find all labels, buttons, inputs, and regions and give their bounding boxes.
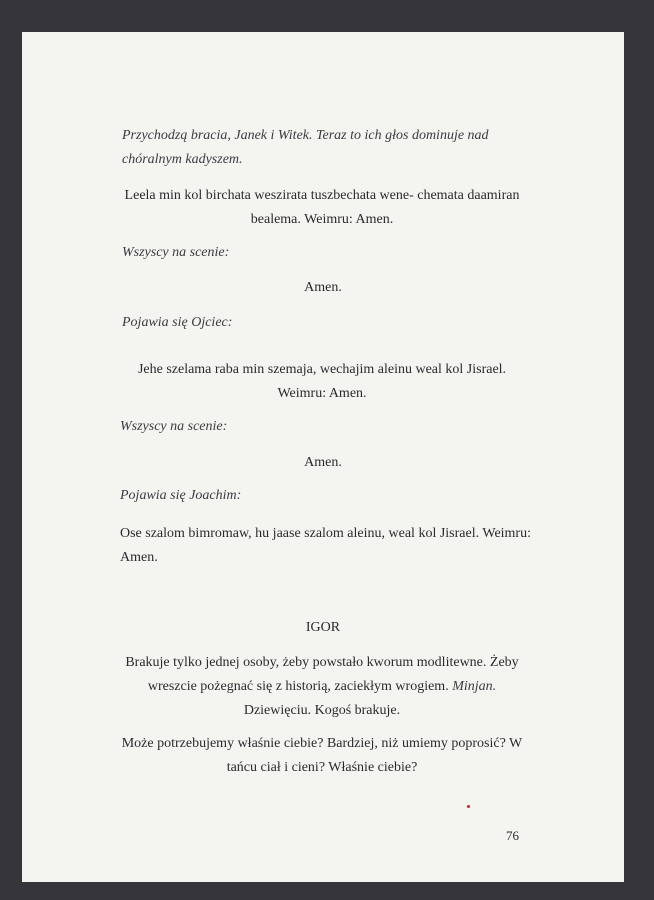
stage-direction-all: Wszyscy na scenie: [122, 245, 230, 260]
response-amen: Amen. [304, 455, 342, 470]
text-run: wreszcie pożegnać się z historią, zaciekłym wrogiem. [147, 679, 453, 694]
igor-speech-2 [72, 732, 572, 780]
text-line: bealema. Weimru: Amen. [250, 212, 394, 227]
text-line: Amen. [120, 550, 158, 565]
text-line: Weimru: Amen. [277, 386, 367, 401]
text-line: tańcu ciał i cieni? Właśnie ciebie? [226, 760, 418, 775]
speaker-name: IGOR [305, 620, 341, 635]
stage-direction-joachim: Pojawia się Joachim: [120, 488, 242, 503]
text-line: Brakuje tylko jednej osoby, żeby powstało kworum modlitewne. Żeby [125, 655, 519, 670]
document-page [22, 32, 624, 882]
igor-speech-1 [72, 651, 572, 723]
kaddish-verse-2 [72, 358, 572, 406]
text-line: Ose szalom bimromaw, hu jaase szalom aleinu, weal kol Jisrael. Weimru: [120, 526, 531, 541]
ink-speck [467, 805, 470, 808]
stage-direction-all: Wszyscy na scenie: [120, 419, 228, 434]
stage-direction-father: Pojawia się Ojciec: [122, 315, 233, 330]
text-line: Leela min kol birchata weszirata tuszbechata wene- chemata daamiran [124, 188, 520, 203]
text-line: Może potrzebujemy właśnie ciebie? Bardziej, niż umiemy poprosić? W [121, 736, 523, 751]
italic-term: Minjan. [452, 679, 497, 694]
kaddish-verse-1 [82, 184, 562, 232]
text-line [72, 675, 572, 699]
page-number: 76 [506, 828, 519, 843]
text-line: Jehe szelama raba min szemaja, wechajim aleinu weal kol Jisrael. [137, 362, 507, 377]
text-line: Dziewięciu. Kogoś brakuje. [243, 703, 401, 718]
text-line: chóralnym kadyszem. [122, 152, 243, 167]
response-amen: Amen. [304, 280, 342, 295]
text-line: Przychodzą bracia, Janek i Witek. Teraz to ich głos dominuje nad [122, 128, 489, 143]
kaddish-verse-3 [120, 522, 610, 570]
stage-direction-brothers [122, 124, 602, 172]
